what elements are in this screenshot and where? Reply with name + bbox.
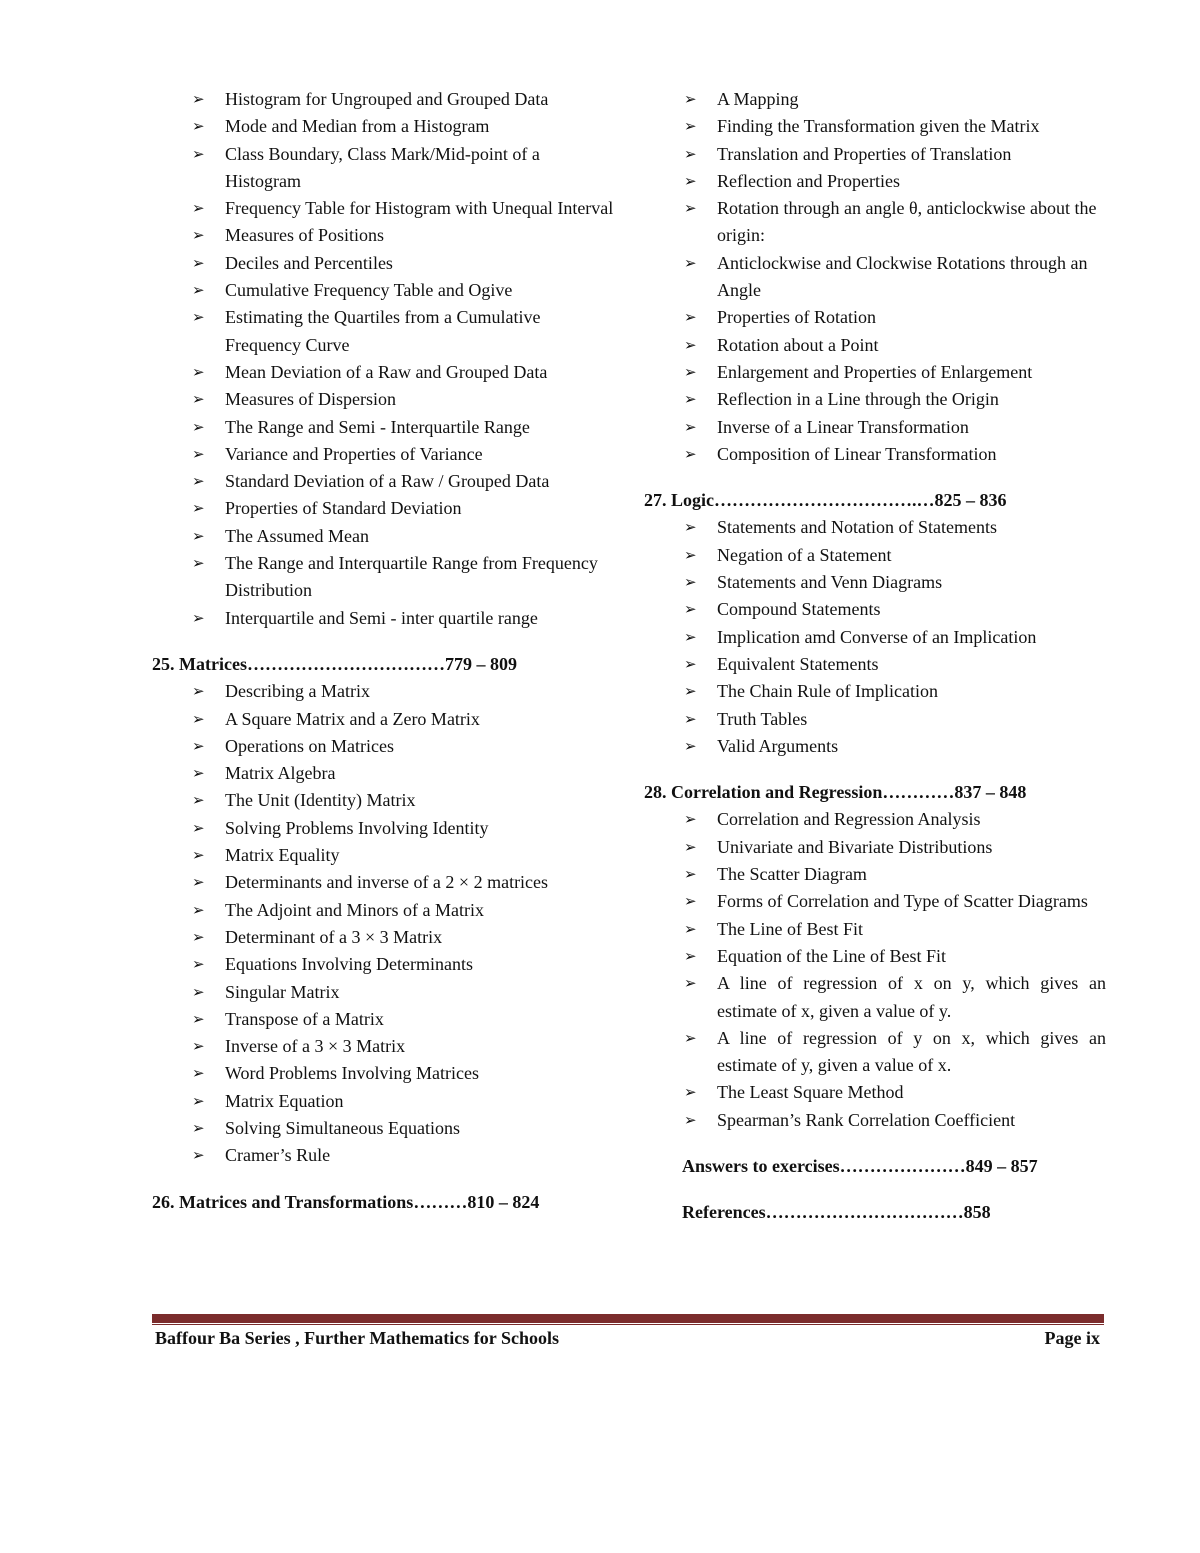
- arrow-bullet-icon: ➢: [192, 117, 205, 136]
- list-item: [644, 168, 1106, 195]
- arrow-bullet-icon: ➢: [192, 390, 205, 409]
- list-item: [152, 86, 614, 113]
- arrow-bullet-icon: ➢: [684, 335, 697, 354]
- list-item: [152, 222, 614, 249]
- arrow-bullet-icon: ➢: [192, 1091, 205, 1110]
- list-item: [152, 386, 614, 413]
- arrow-bullet-icon: ➢: [684, 1083, 697, 1102]
- list-item: [152, 250, 614, 277]
- footer-series-title: Baffour Ba Series , Further Mathematics for Schools: [155, 1328, 559, 1348]
- list-item-text: Operations on Matrices: [225, 735, 394, 756]
- list-item-text: Finding the Transformation given the Matrix: [717, 116, 1040, 137]
- list-item-text: Equivalent Statements: [717, 653, 879, 674]
- list-item-text: Class Boundary, Class Mark/Mid-point of a Histogram: [225, 143, 540, 191]
- list-item: [152, 468, 614, 495]
- arrow-bullet-icon: ➢: [192, 764, 205, 783]
- list-item-text: The Unit (Identity) Matrix: [225, 790, 416, 811]
- list-item-text: Reflection in a Line through the Origin: [717, 389, 999, 410]
- list-item-text: Singular Matrix: [225, 981, 340, 1002]
- arrow-bullet-icon: ➢: [192, 1118, 205, 1137]
- arrow-bullet-icon: ➢: [684, 865, 697, 884]
- arrow-bullet-icon: ➢: [684, 837, 697, 856]
- list-item: [644, 386, 1106, 413]
- arrow-bullet-icon: ➢: [192, 736, 205, 755]
- arrow-bullet-icon: ➢: [684, 171, 697, 190]
- arrow-bullet-icon: ➢: [684, 654, 697, 673]
- list-item-text: Transpose of a Matrix: [225, 1008, 384, 1029]
- arrow-bullet-icon: ➢: [192, 682, 205, 701]
- list-item: [644, 113, 1106, 140]
- arrow-bullet-icon: ➢: [192, 1146, 205, 1165]
- arrow-bullet-icon: ➢: [684, 362, 697, 381]
- list-item: [152, 1115, 614, 1142]
- list-item-text: Correlation and Regression Analysis: [717, 809, 981, 830]
- list-item-text: The Line of Best Fit: [717, 918, 863, 939]
- arrow-bullet-icon: ➢: [684, 518, 697, 537]
- list-item: [152, 495, 614, 522]
- list-item-text: Matrix Equality: [225, 845, 340, 866]
- list-item-text: The Range and Semi - Interquartile Range: [225, 416, 530, 437]
- arrow-bullet-icon: ➢: [192, 444, 205, 463]
- list-item: [152, 1142, 614, 1169]
- list-item-text: The Least Square Method: [717, 1082, 904, 1103]
- list-item: [152, 441, 614, 468]
- list-item: [152, 277, 614, 304]
- list-item-text: A Square Matrix and a Zero Matrix: [225, 708, 480, 729]
- bullet-list-logic: [644, 514, 1106, 760]
- bullet-list-matrices: [152, 678, 614, 1169]
- arrow-bullet-icon: ➢: [684, 709, 697, 728]
- list-item-text: Forms of Correlation and Type of Scatter Diagrams: [717, 891, 1088, 912]
- list-item-text: Histogram for Ungrouped and Grouped Data: [225, 89, 549, 109]
- arrow-bullet-icon: ➢: [684, 253, 697, 272]
- arrow-bullet-icon: ➢: [684, 444, 697, 463]
- list-item: [152, 678, 614, 705]
- list-item-text: The Scatter Diagram: [717, 864, 867, 885]
- arrow-bullet-icon: ➢: [192, 417, 205, 436]
- arrow-bullet-icon: ➢: [684, 919, 697, 938]
- arrow-bullet-icon: ➢: [684, 308, 697, 327]
- arrow-bullet-icon: ➢: [192, 1064, 205, 1083]
- arrow-bullet-icon: ➢: [192, 791, 205, 810]
- list-item-text: Implication amd Converse of an Implication: [717, 626, 1037, 647]
- list-item: [644, 569, 1106, 596]
- bullet-list-transformations: [644, 86, 1106, 468]
- list-item-text: Cramer’s Rule: [225, 1145, 331, 1166]
- arrow-bullet-icon: ➢: [684, 545, 697, 564]
- arrow-bullet-icon: ➢: [192, 846, 205, 865]
- arrow-bullet-icon: ➢: [192, 709, 205, 728]
- list-item: [644, 596, 1106, 623]
- list-item-text: Compound Statements: [717, 599, 881, 620]
- list-item: [644, 624, 1106, 651]
- list-item: [644, 1107, 1106, 1134]
- list-item-text: Enlargement and Properties of Enlargement: [717, 361, 1033, 382]
- arrow-bullet-icon: ➢: [684, 682, 697, 701]
- list-item-text: Solving Simultaneous Equations: [225, 1117, 461, 1138]
- list-item-text: The Assumed Mean: [225, 525, 369, 546]
- list-item-text: Determinants and inverse of a 2 × 2 matrices: [225, 872, 549, 893]
- arrow-bullet-icon: ➢: [192, 927, 205, 946]
- arrow-bullet-icon: ➢: [192, 253, 205, 272]
- list-item: [644, 916, 1106, 943]
- list-item-text: Rotation through an angle θ, anticlockwise about the origin:: [717, 198, 1097, 246]
- list-item: [152, 1088, 614, 1115]
- list-item: [152, 733, 614, 760]
- list-item: [152, 304, 614, 359]
- references-title: References……………………………858: [682, 1202, 991, 1223]
- list-item-text: Equations Involving Determinants: [225, 954, 473, 975]
- list-item-text: The Adjoint and Minors of a Matrix: [225, 899, 484, 920]
- bullet-list-statistics: [152, 86, 614, 632]
- list-item-text: Translation and Properties of Translation: [717, 143, 1012, 164]
- list-item: [644, 943, 1106, 970]
- list-item: [152, 869, 614, 896]
- list-item: [644, 86, 1106, 113]
- list-item: [152, 414, 614, 441]
- arrow-bullet-icon: ➢: [684, 736, 697, 755]
- list-item: [152, 706, 614, 733]
- list-item: [152, 897, 614, 924]
- list-item-text: Estimating the Quartiles from a Cumulative Frequency Curve: [225, 307, 541, 355]
- list-item-text: Univariate and Bivariate Distributions: [717, 836, 993, 857]
- arrow-bullet-icon: ➢: [192, 226, 205, 245]
- list-item-text: Measures of Positions: [225, 225, 384, 246]
- arrow-bullet-icon: ➢: [192, 526, 205, 545]
- list-item: [152, 1006, 614, 1033]
- arrow-bullet-icon: ➢: [684, 390, 697, 409]
- list-item: [152, 113, 614, 140]
- list-item-text: Anticlockwise and Clockwise Rotations through an Angle: [717, 252, 1088, 301]
- arrow-bullet-icon: ➢: [192, 144, 205, 163]
- list-item-text: Describing a Matrix: [225, 681, 370, 702]
- list-item-text: Interquartile and Semi - inter quartile range: [225, 607, 538, 628]
- arrow-bullet-icon: ➢: [192, 955, 205, 974]
- section-28-title: 28. Correlation and Regression…………837 – 848: [644, 782, 1027, 803]
- arrow-bullet-icon: ➢: [192, 1037, 205, 1056]
- list-item: [644, 542, 1106, 569]
- list-item: [644, 514, 1106, 541]
- arrow-bullet-icon: ➢: [684, 144, 697, 163]
- arrow-bullet-icon: ➢: [684, 199, 697, 218]
- list-item-text: Mean Deviation of a Raw and Grouped Data: [225, 361, 548, 382]
- section-27-title: 27. Logic…………………………….…825 – 836: [644, 490, 1007, 511]
- list-item-text: Word Problems Involving Matrices: [225, 1063, 480, 1084]
- arrow-bullet-icon: ➢: [192, 554, 205, 573]
- arrow-bullet-icon: ➢: [192, 308, 205, 327]
- list-item-text: Composition of Linear Transformation: [717, 443, 997, 464]
- list-item: [644, 706, 1106, 733]
- list-item-text: Properties of Standard Deviation: [225, 498, 462, 519]
- arrow-bullet-icon: ➢: [684, 1028, 697, 1047]
- list-item-text: Determinant of a 3 × 3 Matrix: [225, 926, 443, 947]
- arrow-bullet-icon: ➢: [684, 1110, 697, 1129]
- list-item: [152, 605, 614, 632]
- footer-page-number: Page ix: [1044, 1328, 1100, 1348]
- list-item: [644, 888, 1106, 915]
- bullet-list-correlation: [644, 806, 1106, 1134]
- list-item-text: Negation of a Statement: [717, 544, 892, 565]
- list-item: [152, 924, 614, 951]
- list-item-text: Statements and Venn Diagrams: [717, 572, 943, 593]
- list-item-text: A Mapping: [717, 89, 799, 109]
- right-column: [644, 86, 1106, 1227]
- list-item: [644, 970, 1106, 1025]
- arrow-bullet-icon: ➢: [684, 946, 697, 965]
- list-item-text: Truth Tables: [717, 708, 808, 729]
- list-item: [644, 195, 1106, 250]
- list-item: [152, 141, 614, 196]
- list-item-text: Standard Deviation of a Raw / Grouped Data: [225, 471, 550, 492]
- list-item: [152, 951, 614, 978]
- list-item: [152, 359, 614, 386]
- list-item: [152, 815, 614, 842]
- section-25-title: 25. Matrices……………………………779 – 809: [152, 653, 517, 674]
- list-item: [644, 332, 1106, 359]
- arrow-bullet-icon: ➢: [192, 608, 205, 627]
- list-item-text: Properties of Rotation: [717, 307, 876, 328]
- list-item-text: A line of regression of x on y, which gives an estimate of x, given a value of y.: [717, 973, 1106, 1021]
- arrow-bullet-icon: ➢: [684, 117, 697, 136]
- list-item-text: Deciles and Percentiles: [225, 252, 393, 273]
- list-item: [152, 1033, 614, 1060]
- list-item: [644, 359, 1106, 386]
- list-item-text: Reflection and Properties: [717, 170, 900, 191]
- list-item: [152, 550, 614, 605]
- list-item: [644, 250, 1106, 305]
- arrow-bullet-icon: ➢: [192, 362, 205, 381]
- list-item: [644, 1025, 1106, 1080]
- arrow-bullet-icon: ➢: [192, 900, 205, 919]
- arrow-bullet-icon: ➢: [192, 90, 205, 108]
- arrow-bullet-icon: ➢: [192, 1009, 205, 1028]
- list-item-text: The Range and Interquartile Range from Frequency Distribution: [225, 553, 598, 601]
- list-item-text: Frequency Table for Histogram with Unequal Interval: [225, 198, 614, 219]
- arrow-bullet-icon: ➢: [684, 573, 697, 592]
- arrow-bullet-icon: ➢: [192, 982, 205, 1001]
- list-item: [644, 304, 1106, 331]
- answers-title: Answers to exercises…………………849 – 857: [682, 1155, 1038, 1176]
- list-item: [152, 523, 614, 550]
- list-item: [644, 414, 1106, 441]
- arrow-bullet-icon: ➢: [192, 873, 205, 892]
- list-item: [644, 733, 1106, 760]
- arrow-bullet-icon: ➢: [192, 199, 205, 218]
- list-item: [644, 141, 1106, 168]
- arrow-bullet-icon: ➢: [192, 472, 205, 491]
- list-item-text: Cumulative Frequency Table and Ogive: [225, 280, 513, 301]
- list-item-text: Equation of the Line of Best Fit: [717, 945, 946, 966]
- list-item: [152, 195, 614, 222]
- list-item-text: Mode and Median from a Histogram: [225, 116, 490, 137]
- list-item-text: Inverse of a Linear Transformation: [717, 416, 969, 437]
- list-item: [152, 787, 614, 814]
- list-item-text: Matrix Algebra: [225, 763, 336, 784]
- list-item-text: Matrix Equation: [225, 1090, 344, 1111]
- list-item-text: Measures of Dispersion: [225, 389, 396, 410]
- list-item: [152, 760, 614, 787]
- list-item: [152, 1060, 614, 1087]
- list-item: [644, 806, 1106, 833]
- list-item: [644, 441, 1106, 468]
- arrow-bullet-icon: ➢: [684, 627, 697, 646]
- list-item-text: Spearman’s Rank Correlation Coefficient: [717, 1109, 1016, 1130]
- list-item: [644, 678, 1106, 705]
- arrow-bullet-icon: ➢: [192, 499, 205, 518]
- arrow-bullet-icon: ➢: [192, 818, 205, 837]
- list-item: [152, 979, 614, 1006]
- left-column: [152, 86, 614, 1216]
- list-item-text: A line of regression of y on x, which gives an estimate of y, given a value of x.: [717, 1027, 1106, 1076]
- list-item-text: Variance and Properties of Variance: [225, 443, 483, 464]
- list-item-text: Inverse of a 3 × 3 Matrix: [225, 1036, 406, 1057]
- arrow-bullet-icon: ➢: [684, 417, 697, 436]
- list-item: [644, 861, 1106, 888]
- list-item: [644, 834, 1106, 861]
- list-item-text: The Chain Rule of Implication: [717, 681, 938, 702]
- arrow-bullet-icon: ➢: [684, 892, 697, 911]
- arrow-bullet-icon: ➢: [192, 281, 205, 300]
- arrow-bullet-icon: ➢: [684, 600, 697, 619]
- list-item-text: Rotation about a Point: [717, 334, 879, 355]
- footer-rule-thick: [152, 1314, 1104, 1323]
- list-item: [152, 842, 614, 869]
- list-item-text: Solving Problems Involving Identity: [225, 817, 489, 838]
- section-26-title: 26. Matrices and Transformations………810 – 824: [152, 1191, 540, 1212]
- arrow-bullet-icon: ➢: [684, 90, 697, 108]
- list-item: [644, 1079, 1106, 1106]
- list-item: [644, 651, 1106, 678]
- arrow-bullet-icon: ➢: [684, 974, 697, 993]
- list-item-text: Statements and Notation of Statements: [717, 517, 997, 538]
- arrow-bullet-icon: ➢: [684, 810, 697, 829]
- list-item-text: Valid Arguments: [717, 735, 839, 756]
